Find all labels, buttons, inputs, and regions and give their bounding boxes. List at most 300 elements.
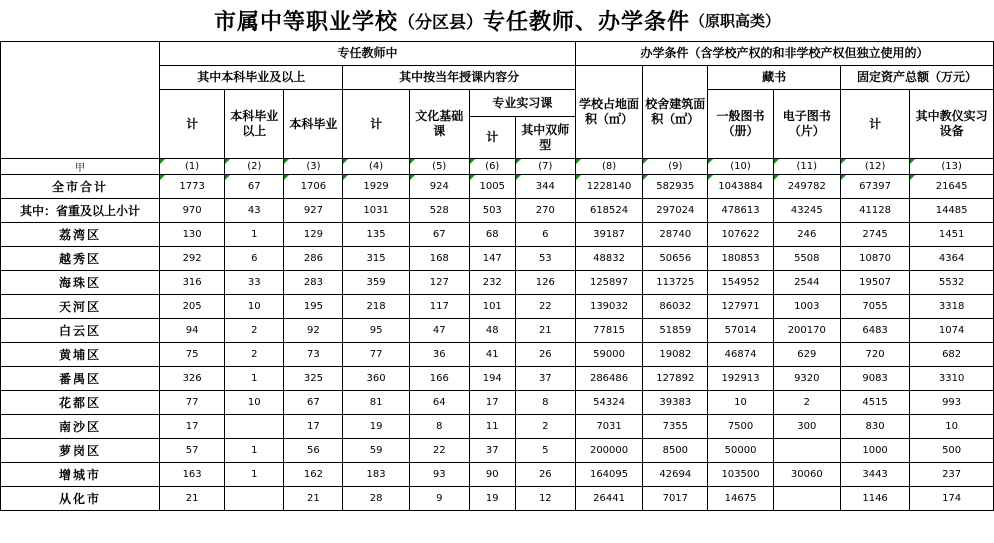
column-index-label: (5)	[432, 161, 447, 172]
cell-value: 130	[182, 229, 202, 240]
table-cell	[575, 175, 642, 199]
cell-value: 14675	[724, 493, 757, 504]
cell-value: 47	[432, 325, 446, 336]
cell-value: 75	[185, 349, 199, 360]
cell-value: 30060	[790, 469, 823, 480]
row-label: 荔湾区	[1, 223, 160, 247]
cell-value: 682	[942, 349, 962, 360]
cell-value: 22	[432, 445, 446, 456]
table-cell	[284, 271, 343, 295]
cell-value: 68	[485, 229, 499, 240]
cell-value: 970	[182, 205, 202, 216]
cell-value: 10	[247, 397, 261, 408]
cell-value: 28	[369, 493, 383, 504]
table-cell	[708, 271, 773, 295]
title-note: （原职高类）	[690, 11, 781, 30]
cell-value: 86032	[659, 301, 692, 312]
row-label: 萝岗区	[1, 439, 160, 463]
cell-value: 292	[182, 253, 202, 264]
table-cell	[284, 199, 343, 223]
cell-value: 7500	[727, 421, 754, 432]
table-cell	[910, 223, 994, 247]
cell-value: 6483	[862, 325, 888, 336]
table-cell	[160, 343, 225, 367]
cell-marker-icon	[160, 159, 165, 164]
table-row	[1, 247, 994, 271]
table-cell	[160, 319, 225, 343]
table-cell	[708, 439, 773, 463]
header-course-total: 计	[343, 90, 409, 159]
row-label: 花都区	[1, 391, 160, 415]
cell-value: 19	[369, 421, 383, 432]
cell-value: 103500	[721, 469, 760, 480]
cell-value: 67	[432, 229, 446, 240]
cell-value: 19	[485, 493, 499, 504]
cell-marker-icon	[410, 159, 415, 164]
cell-value: 582935	[656, 181, 695, 192]
table-cell	[409, 247, 469, 271]
cell-value: 22	[538, 301, 552, 312]
cell-value: 67397	[859, 181, 891, 192]
table-cell	[643, 367, 708, 391]
table-cell	[225, 319, 284, 343]
column-index-label: (3)	[306, 161, 321, 172]
cell-marker-icon	[576, 175, 581, 180]
table-cell	[409, 271, 469, 295]
row-label: 从化市	[1, 487, 160, 511]
table-cell	[643, 199, 708, 223]
table-cell	[409, 487, 469, 511]
cell-value: 50656	[659, 253, 692, 264]
table-cell	[840, 199, 909, 223]
cell-value: 57014	[724, 325, 757, 336]
header-building: 校舍建筑面积（㎡）	[643, 66, 708, 159]
table-cell	[708, 199, 773, 223]
cell-value: 360	[366, 373, 386, 384]
table-cell	[343, 391, 409, 415]
table-cell	[515, 319, 575, 343]
table-cell	[284, 463, 343, 487]
table-cell	[343, 247, 409, 271]
table-cell	[910, 439, 994, 463]
header-books-general: 一般图书（册）	[708, 90, 773, 159]
table-cell	[515, 415, 575, 439]
table-cell	[343, 175, 409, 199]
cell-value: 5508	[794, 253, 820, 264]
cell-value: 127971	[721, 301, 760, 312]
cell-value: 1146	[862, 493, 888, 504]
cell-value: 17	[307, 421, 320, 432]
table-cell	[575, 271, 642, 295]
table-cell	[708, 367, 773, 391]
table-cell	[840, 295, 909, 319]
cell-marker-icon	[470, 159, 475, 164]
cell-value: 7031	[596, 421, 622, 432]
table-cell	[469, 367, 515, 391]
cell-value: 95	[369, 325, 383, 336]
table-cell	[160, 439, 225, 463]
title-subject: 专任教师、办学条件	[482, 9, 690, 35]
row-label: 番禺区	[1, 367, 160, 391]
cell-value: 12	[538, 493, 552, 504]
header-teacher-group: 专任教师中	[160, 42, 576, 66]
cell-value: 2	[251, 349, 258, 360]
table-cell	[409, 415, 469, 439]
cell-value: 1	[251, 373, 258, 384]
cell-marker-icon	[910, 159, 915, 164]
table-cell	[284, 247, 343, 271]
table-cell	[409, 295, 469, 319]
cell-value: 77	[185, 397, 199, 408]
table-cell	[469, 223, 515, 247]
table-cell	[284, 391, 343, 415]
cell-value: 1929	[363, 181, 389, 192]
header-teacher-total: 计	[160, 90, 225, 159]
page-title	[0, 0, 994, 40]
cell-marker-icon	[708, 159, 713, 164]
table-cell	[575, 199, 642, 223]
table-cell	[575, 463, 642, 487]
table-row	[1, 343, 994, 367]
table-cell	[575, 343, 642, 367]
cell-value: 127	[429, 277, 449, 288]
column-index-cell	[343, 159, 409, 175]
cell-value: 270	[535, 205, 555, 216]
table-cell	[469, 175, 515, 199]
cell-value: 59	[369, 445, 383, 456]
table-cell	[225, 295, 284, 319]
table-cell	[773, 439, 840, 463]
cell-value: 64	[432, 397, 446, 408]
cell-value: 77815	[593, 325, 625, 336]
cell-value: 200170	[787, 325, 826, 336]
table-cell	[469, 295, 515, 319]
cell-value: 135	[366, 229, 386, 240]
cell-value: 19507	[859, 277, 891, 288]
cell-value: 7055	[862, 301, 888, 312]
cell-value: 1043884	[718, 181, 763, 192]
cell-value: 26441	[593, 493, 625, 504]
table-cell	[469, 319, 515, 343]
table-cell	[840, 247, 909, 271]
table-cell	[469, 415, 515, 439]
table-cell	[773, 295, 840, 319]
table-cell	[708, 295, 773, 319]
table-cell	[343, 271, 409, 295]
table-cell	[409, 463, 469, 487]
cell-value: 7355	[662, 421, 689, 432]
cell-value: 28740	[659, 229, 692, 240]
table-cell	[284, 223, 343, 247]
cell-value: 927	[303, 205, 323, 216]
table-cell	[409, 391, 469, 415]
table-cell	[708, 247, 773, 271]
header-condition-group: 办学条件（含学校产权的和非学校产权但独立使用的）	[575, 42, 993, 66]
row-label: 南沙区	[1, 415, 160, 439]
cell-value: 43	[247, 205, 261, 216]
cell-value: 39383	[659, 397, 692, 408]
table-cell	[160, 199, 225, 223]
column-index-label: (4)	[368, 161, 384, 172]
cell-value: 2	[542, 421, 549, 432]
cell-value: 183	[366, 469, 386, 480]
table-cell	[643, 271, 708, 295]
cell-value: 51859	[659, 325, 692, 336]
cell-value: 90	[485, 469, 499, 480]
table-cell	[284, 343, 343, 367]
table-cell	[343, 463, 409, 487]
cell-value: 237	[942, 469, 962, 480]
table-cell	[773, 391, 840, 415]
header-bachelor-above: 本科毕业以上	[225, 90, 284, 159]
cell-value: 246	[797, 229, 817, 240]
cell-value: 200000	[589, 445, 629, 456]
cell-marker-icon	[225, 159, 230, 164]
table-cell	[225, 367, 284, 391]
table-cell	[160, 295, 225, 319]
table-cell	[840, 175, 909, 199]
cell-value: 139032	[589, 301, 629, 312]
cell-value: 42694	[659, 469, 692, 480]
cell-value: 37	[485, 445, 499, 456]
table-cell	[773, 463, 840, 487]
table-cell	[160, 175, 225, 199]
cell-value: 117	[429, 301, 449, 312]
cell-value: 500	[942, 445, 962, 456]
cell-value: 168	[429, 253, 449, 264]
cell-marker-icon	[160, 175, 165, 180]
table-cell	[708, 415, 773, 439]
table-row	[1, 463, 994, 487]
column-index-label: (13)	[941, 161, 962, 172]
cell-value: 4515	[862, 397, 888, 408]
cell-value: 194	[482, 373, 502, 384]
cell-value: 163	[182, 469, 202, 480]
row-label: 黄埔区	[1, 343, 160, 367]
cell-value: 21645	[935, 181, 968, 192]
table-cell	[708, 223, 773, 247]
table-cell	[515, 343, 575, 367]
cell-value: 59000	[593, 349, 625, 360]
column-index-cell	[643, 159, 708, 175]
cell-value: 164095	[589, 469, 629, 480]
table-row	[1, 439, 994, 463]
cell-marker-icon	[225, 175, 230, 180]
table-cell	[409, 319, 469, 343]
table-cell	[643, 391, 708, 415]
cell-value: 3318	[938, 301, 965, 312]
table-cell	[515, 199, 575, 223]
cell-marker-icon	[284, 175, 289, 180]
table-cell	[343, 223, 409, 247]
row-label: 增城市	[1, 463, 160, 487]
table-cell	[773, 319, 840, 343]
table-cell	[225, 175, 284, 199]
cell-value: 1031	[363, 205, 389, 216]
cell-value: 297024	[656, 205, 695, 216]
cell-value: 1451	[938, 229, 965, 240]
cell-value: 57	[185, 445, 199, 456]
table-cell	[773, 367, 840, 391]
table-cell	[840, 439, 909, 463]
cell-value: 94	[185, 325, 199, 336]
cell-marker-icon	[576, 159, 581, 164]
cell-marker-icon	[284, 159, 289, 164]
cell-value: 1003	[794, 301, 820, 312]
cell-value: 1773	[179, 181, 205, 192]
cell-value: 126	[535, 277, 555, 288]
table-cell	[515, 487, 575, 511]
cell-value: 2745	[862, 229, 888, 240]
table-cell	[469, 247, 515, 271]
cell-value: 283	[303, 277, 323, 288]
table-cell	[575, 439, 642, 463]
cell-value: 67	[307, 397, 320, 408]
cell-value: 50000	[724, 445, 757, 456]
cell-value: 618524	[589, 205, 629, 216]
cell-marker-icon	[516, 159, 521, 164]
cell-value: 54324	[593, 397, 625, 408]
table-cell	[343, 343, 409, 367]
cell-value: 17	[485, 397, 499, 408]
cell-value: 26	[538, 469, 552, 480]
table-cell	[910, 199, 994, 223]
cell-value: 286	[303, 253, 323, 264]
cell-value: 315	[366, 253, 386, 264]
cell-value: 21	[307, 493, 320, 504]
cell-value: 5	[542, 445, 549, 456]
table-cell	[773, 415, 840, 439]
cell-value: 107622	[721, 229, 760, 240]
table-cell	[284, 175, 343, 199]
table-cell	[284, 487, 343, 511]
table-row	[1, 223, 994, 247]
cell-value: 2	[803, 397, 810, 408]
cell-value: 41	[485, 349, 499, 360]
row-label: 天河区	[1, 295, 160, 319]
column-index-cell	[575, 159, 642, 175]
table-cell	[515, 223, 575, 247]
table-cell	[469, 343, 515, 367]
table-cell	[708, 319, 773, 343]
table-cell	[469, 487, 515, 511]
table-cell	[910, 463, 994, 487]
cell-value: 10870	[859, 253, 891, 264]
cell-value: 503	[482, 205, 502, 216]
cell-value: 232	[482, 277, 502, 288]
header-bachelor-group: 其中本科毕业及以上	[160, 66, 343, 90]
column-index-label: (1)	[185, 161, 200, 172]
table-cell	[343, 439, 409, 463]
table-cell	[643, 247, 708, 271]
table-cell	[840, 463, 909, 487]
column-index-row	[1, 159, 994, 175]
cell-value: 21	[185, 493, 199, 504]
cell-value: 1005	[479, 181, 505, 192]
table-cell	[343, 295, 409, 319]
table-cell	[160, 487, 225, 511]
cell-value: 325	[303, 373, 323, 384]
table-cell	[910, 175, 994, 199]
table-cell	[343, 319, 409, 343]
cell-value: 48832	[593, 253, 625, 264]
table-cell	[469, 271, 515, 295]
cell-value: 147	[482, 253, 502, 264]
cell-value: 1	[251, 229, 258, 240]
cell-value: 1706	[300, 181, 327, 192]
cell-value: 129	[303, 229, 323, 240]
table-cell	[575, 247, 642, 271]
table-row	[1, 175, 994, 199]
table-cell	[469, 439, 515, 463]
cell-value: 344	[535, 181, 555, 192]
table-cell	[643, 223, 708, 247]
table-cell	[910, 319, 994, 343]
table-cell	[773, 175, 840, 199]
cell-value: 166	[429, 373, 449, 384]
cell-value: 629	[797, 349, 817, 360]
table-cell	[343, 487, 409, 511]
table-cell	[409, 175, 469, 199]
cell-value: 9	[436, 493, 443, 504]
table-cell	[643, 439, 708, 463]
cell-marker-icon	[516, 175, 521, 180]
cell-value: 33	[247, 277, 261, 288]
column-index-cell	[1, 159, 160, 175]
column-index-label: (11)	[796, 161, 818, 172]
table-cell	[575, 295, 642, 319]
table-cell	[575, 391, 642, 415]
table-cell	[910, 343, 994, 367]
cell-value: 17	[185, 421, 199, 432]
table-cell	[575, 223, 642, 247]
cell-value: 195	[303, 301, 323, 312]
cell-value: 92	[307, 325, 320, 336]
table-cell	[225, 487, 284, 511]
table-cell	[910, 271, 994, 295]
table-cell	[343, 415, 409, 439]
table-cell	[515, 175, 575, 199]
table-cell	[840, 487, 909, 511]
cell-value: 478613	[721, 205, 760, 216]
cell-marker-icon	[410, 175, 415, 180]
row-label: 其中：省重及以上小计	[1, 199, 160, 223]
cell-value: 218	[366, 301, 386, 312]
cell-value: 2544	[794, 277, 820, 288]
table-cell	[575, 319, 642, 343]
cell-value: 192913	[721, 373, 760, 384]
cell-value: 8	[436, 421, 443, 432]
cell-value: 720	[865, 349, 885, 360]
table-cell	[515, 439, 575, 463]
table-cell	[643, 343, 708, 367]
column-index-cell	[160, 159, 225, 175]
table-cell	[409, 343, 469, 367]
column-index-cell	[840, 159, 909, 175]
table-cell	[643, 295, 708, 319]
cell-value: 1	[251, 445, 258, 456]
data-table	[0, 41, 994, 511]
table-cell	[160, 463, 225, 487]
cell-value: 43245	[790, 205, 823, 216]
cell-value: 326	[182, 373, 202, 384]
cell-value: 10	[945, 421, 958, 432]
table-cell	[160, 367, 225, 391]
table-cell	[643, 415, 708, 439]
column-index-cell	[225, 159, 284, 175]
row-label: 海珠区	[1, 271, 160, 295]
table-row	[1, 487, 994, 511]
